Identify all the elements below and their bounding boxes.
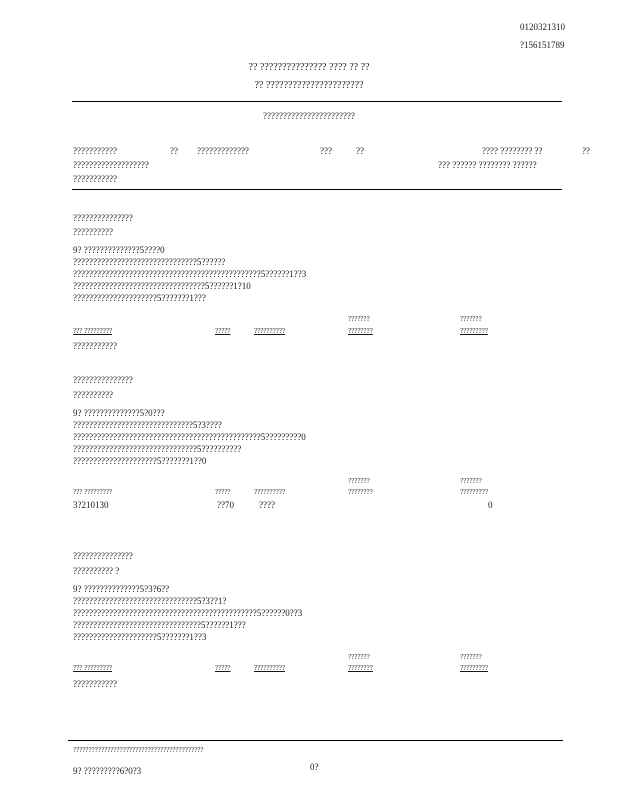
table-1-row: ???????????	[73, 341, 117, 351]
info-field: ???????????????????	[73, 160, 149, 170]
section-2-line: ???????????????????????????????5??????????	[73, 444, 242, 454]
section-1-line: 9? ??????????????5????0	[73, 245, 165, 255]
footer-reference: 9? ?????????6?0?3	[73, 766, 142, 776]
info-field: ?????????????	[197, 146, 249, 156]
section-3-line: 9? ??????????????5?3?6??	[73, 584, 170, 594]
table-2-cell: 3?210130	[73, 500, 109, 510]
footer-note: ??????????????????????????????????????????	[73, 746, 204, 754]
section-1-line: ???????????????????????????????5??????	[73, 257, 226, 267]
table-1-header: ??? ?????????	[73, 327, 113, 335]
section-1-line: ?????????????????????5???????1???	[73, 293, 206, 303]
table-1-header: ?????	[215, 327, 231, 335]
table-2-header: ?????	[215, 488, 231, 496]
section-2-line: ???????????????????????????????????????????????5?????????0	[73, 432, 306, 442]
info-field: ??	[582, 146, 590, 156]
page-number: 0?	[310, 762, 319, 772]
info-divider	[72, 189, 562, 190]
section-1-heading: ???????????????	[73, 213, 133, 223]
document-reference-number-secondary: ?156151789	[520, 40, 565, 50]
table-1-header: ????????	[348, 327, 373, 335]
table-2-header-top: ???????	[460, 477, 482, 485]
footer-divider	[68, 740, 563, 741]
table-3-header-top: ???????	[460, 653, 482, 661]
section-3-heading: ???????????????	[73, 551, 133, 561]
table-3-header: ?????	[215, 664, 231, 672]
section-2-line: 9? ??????????????5?0???	[73, 408, 165, 418]
table-3-header: ????????	[348, 664, 373, 672]
info-field: ???	[320, 146, 332, 156]
section-3-line: ????????????????????????????????5??????1???	[73, 620, 246, 630]
table-3-header: ??????????	[254, 664, 286, 672]
table-2-header: ??? ?????????	[73, 488, 113, 496]
info-field: ???? ???????? ??	[482, 146, 543, 156]
info-field: ???????????	[73, 146, 117, 156]
table-3-header: ?????????	[460, 664, 488, 672]
info-field: ??? ?????? ???????? ??????	[438, 160, 537, 170]
table-2-header: ?????????	[460, 488, 488, 496]
section-heading: ???????????????????????	[263, 111, 355, 121]
section-3-line: ?????????????????????5???????1??3	[73, 632, 207, 642]
table-2-cell: 0	[488, 500, 493, 510]
table-2-header: ????????	[348, 488, 373, 496]
info-field: ???????????	[73, 174, 117, 184]
info-field: ??	[170, 146, 178, 156]
table-2-cell: ????	[259, 500, 275, 510]
section-1-subheading: ??????????	[73, 227, 113, 237]
section-2-subheading: ??????????	[73, 390, 113, 400]
section-3-line: ??????????????????????????????????????????????5??????0??3	[73, 608, 303, 618]
document-subtitle: ?? ??????????????????????	[254, 80, 364, 91]
section-2-line: ??????????????????????????????5?3????	[73, 420, 222, 430]
section-3-line: ???????????????????????????????5?3??1?	[73, 596, 227, 606]
table-1-header-top: ???????	[460, 315, 482, 323]
header-divider	[72, 101, 562, 102]
table-2-header: ??????????	[254, 488, 286, 496]
table-3-header: ??? ?????????	[73, 664, 113, 672]
document-reference-number: 0120321310	[520, 22, 565, 32]
table-3-row: ???????????	[73, 679, 117, 689]
table-1-header: ??????????	[254, 327, 286, 335]
table-1-header: ?????????	[460, 327, 488, 335]
section-1-line: ?????????????????????????????????5??????1?10	[73, 281, 251, 291]
document-title: ?? ??????????????? ???? ?? ??	[248, 62, 370, 73]
section-1-line: ???????????????????????????????????????????????5??????1??3	[73, 269, 307, 279]
info-field: ??	[356, 146, 364, 156]
table-1-header-top: ???????	[348, 315, 370, 323]
section-3-subheading: ?????????? ?	[73, 566, 120, 576]
section-2-line: ?????????????????????5???????1??0	[73, 456, 207, 466]
table-2-header-top: ???????	[348, 477, 370, 485]
table-2-cell: ??70	[217, 500, 234, 510]
table-3-header-top: ???????	[348, 653, 370, 661]
section-2-heading: ???????????????	[73, 375, 133, 385]
